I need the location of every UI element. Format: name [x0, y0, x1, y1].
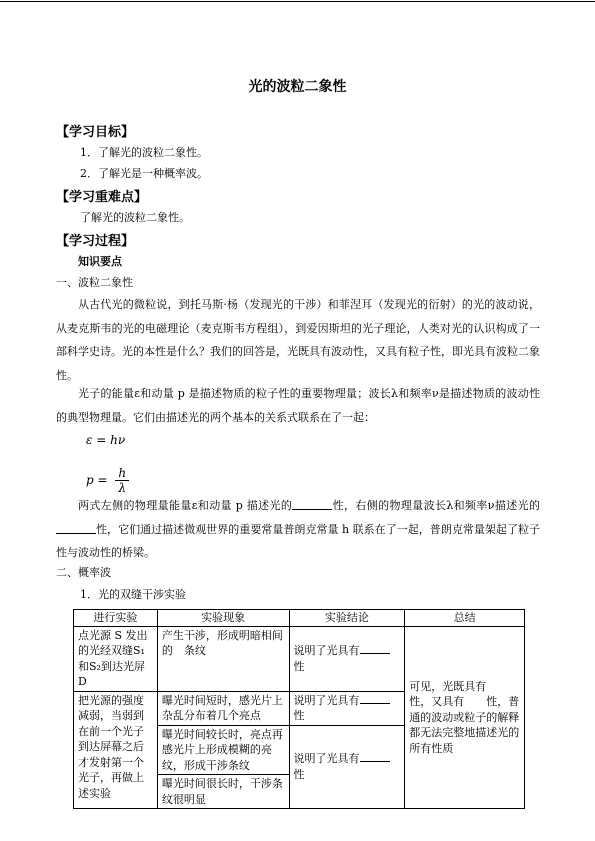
paragraph-2: 光子的能量ε和动量 p 是描述物质的粒子性的重要物理量；波长λ和频率ν是描述物质的波动性的典型物理量。它们由描述光的两个基本的关系式联系在了一起： [56, 387, 540, 424]
conclusion-text: 说明了光具有 [293, 693, 360, 707]
formula-momentum [86, 466, 129, 495]
part2-heading: 二、概率波 [56, 566, 111, 579]
process-heading: 【学习过程】 [56, 234, 135, 249]
table-cell: 曝光时间很长时，干涉条纹很明显 [157, 775, 289, 809]
paragraph-3-part-a: 两式左侧的物理量能量ε和动量 p 描述光的 [78, 499, 293, 512]
conclusion-text: 说明了光具有 [293, 752, 360, 766]
formula-energy: ε = hν [86, 433, 126, 447]
fill-blank-1[interactable] [292, 498, 332, 510]
goal-item-1: 1．了解光的波粒二象性。 [80, 146, 208, 159]
formula-denominator: λ [118, 481, 127, 495]
goal-item-2: 2．了解光是一种概率波。 [80, 167, 208, 180]
table-cell [289, 626, 405, 691]
table-row [74, 626, 525, 691]
table-header-row [74, 610, 525, 627]
key-points-heading: 【学习重难点】 [56, 190, 148, 205]
summary-cell: 可见，光既具有 性，又具有 性，普通的波动或粒子的解释都无法完整地描述光的所有性质 [405, 626, 525, 809]
table-header: 总结 [405, 610, 525, 627]
page-title: 光的波粒二象性 [248, 79, 347, 95]
table-cell: 曝光时间短时，感光片上杂乱分布着几个亮点 [157, 691, 289, 725]
table-cell: 曝光时间较长时，亮点再感光片上形成模糊的亮纹，形成干涉条纹 [157, 725, 289, 775]
table-cell: 点光源 S 发出的光经双缝S₁和S₂到达光屏 D [74, 626, 158, 691]
paragraph-3 [56, 494, 540, 565]
table-fill-blank[interactable] [360, 693, 390, 704]
formula-momentum-lhs: p = [86, 473, 108, 487]
formula-numerator: h [115, 466, 129, 481]
table-header: 实验现象 [157, 610, 289, 627]
conclusion-suffix: 性 [293, 767, 305, 781]
key-points-text: 了解光的波粒二象性。 [80, 211, 190, 224]
table-cell [289, 691, 405, 725]
goals-heading: 【学习目标】 [56, 125, 135, 140]
conclusion-suffix: 性 [293, 709, 305, 722]
table-cell: 产生干涉，形成明暗相间的 条纹 [157, 626, 289, 691]
part1-heading: 一、波粒二象性 [56, 276, 133, 289]
fill-blank-2[interactable] [56, 522, 96, 534]
table-fill-blank[interactable] [360, 643, 390, 654]
item-double-slit: 1．光的双缝干涉实验 [80, 588, 186, 601]
table-cell [289, 725, 405, 809]
experiment-table [73, 609, 525, 809]
paragraph-3-part-b: 性，右侧的物理量波长λ和频率ν描述光的 [332, 499, 540, 512]
conclusion-text: 说明了光具有 [293, 644, 360, 657]
table-fill-blank[interactable] [360, 751, 390, 762]
table-header: 进行实验 [74, 610, 158, 627]
table-cell: 把光源的强度减弱，当弱到在前一个光子到达屏幕之后才发射第一个光子，再做上述实验 [74, 691, 158, 809]
paragraph-1: 从古代光的微粒说，到托马斯·杨（发现光的干涉）和菲涅耳（发现光的衍射）的光的波动说，从麦克斯韦的光的电磁理论（麦克斯韦方程组），到爱因斯坦的光子理论，人类对光的认识构成了一部科学史诗。光的本性是什么？我们的回答是，光既具有波动性，又具有粒子性，即光具有波粒二象性。 [56, 298, 540, 382]
paragraph-3-part-c: 性，它们通过描述微观世界的重要常量普朗克常量 h 联系在了一起，普朗克常量架起了粒子性与波动性的桥梁。 [56, 522, 540, 559]
knowledge-label: 知识要点 [78, 255, 122, 268]
conclusion-suffix: 性 [293, 659, 305, 673]
table-header: 实验结论 [289, 610, 405, 627]
